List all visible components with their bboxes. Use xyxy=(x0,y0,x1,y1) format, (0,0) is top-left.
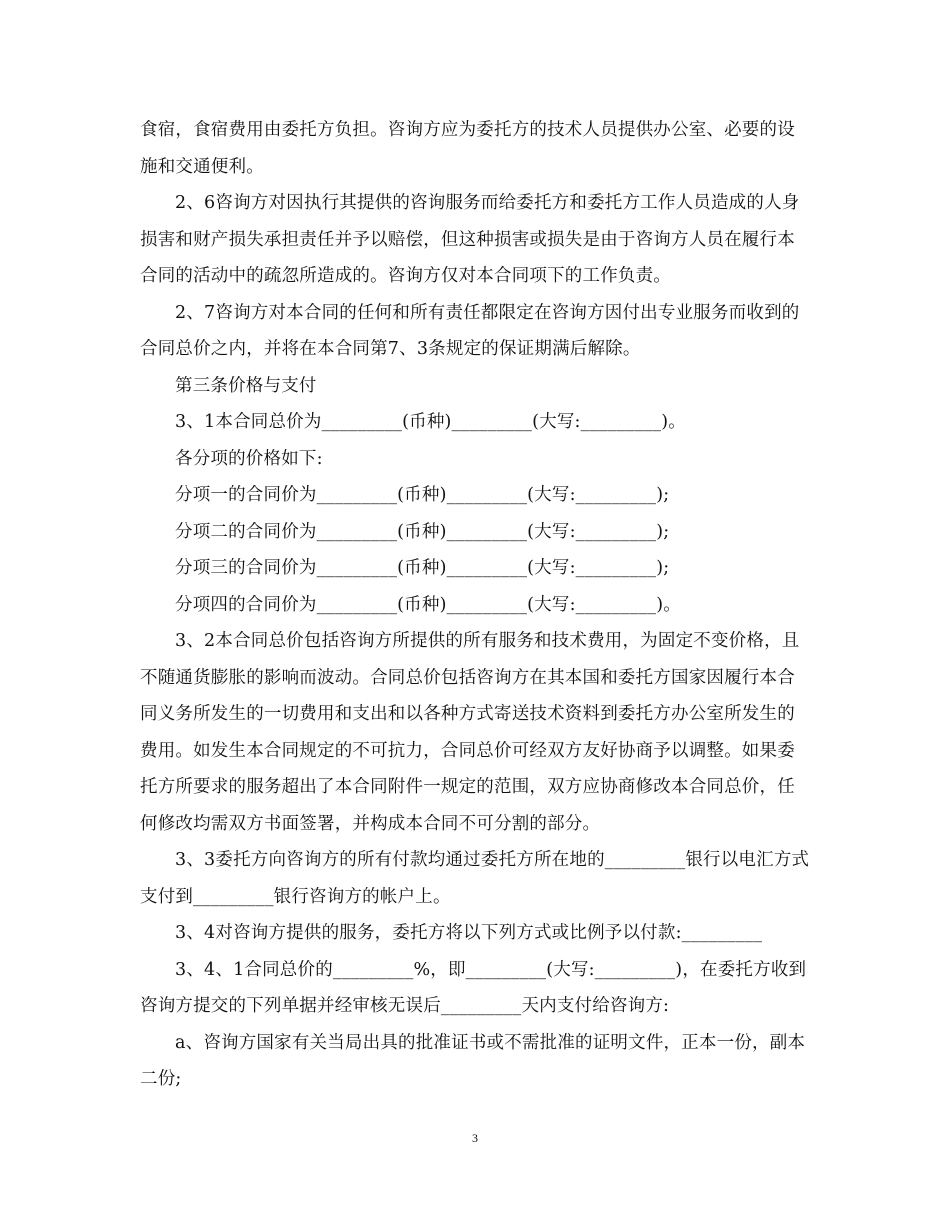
paragraph-continuation: 食宿，食宿费用由委托方负担。咨询方应为委托方的技术人员提供办公室、必要的设施和交通便利。 xyxy=(140,120,795,177)
sub-item-price-3: 分项三的合同价为_________(币种)_________(大写:_________); xyxy=(175,558,670,578)
sub-item-price-2: 分项二的合同价为_________(币种)_________(大写:_________); xyxy=(175,521,670,542)
clause-3-4-1-a: a、咨询方国家有关当局出具的批准证书或不需批准的证明文件，正本一份，副本二份; xyxy=(140,1032,806,1089)
clause-3-4-1: 3、4、1合同总价的_________%，即_________(大写:_________)，在委托方收到咨询方提交的下列单据并经审核无误后_________天内支付给咨询方: xyxy=(140,959,807,1016)
section-heading-article-3: 第三条价格与支付 xyxy=(175,375,317,396)
sub-item-prices-intro: 各分项的价格如下: xyxy=(175,448,323,469)
sub-item-price-1: 分项一的合同价为_________(币种)_________(大写:_________); xyxy=(175,485,670,505)
clause-3-1: 3、1本合同总价为_________(币种)_________(大写:_________)。 xyxy=(175,412,686,432)
clause-3-2: 3、2本合同总价包括咨询方所提供的所有服务和技术费用，为固定不变价格，且不随通货膨胀的影响而波动。合同总价包括咨询方在其本国和委托方国家因履行本合同义务所发生的一切费用和支出和以各种方式寄送技术资料到委托方办公室所发生的费用。如发生本合同规定的不可抗力，合同总价可经双方友好协商予以调整。如果委托方所要求的服务超出了本合同附件一规定的范围，双方应协商修改本合同总价，任何修改均需双方书面签署，并构成本合同不可分割的部分。 xyxy=(140,631,800,834)
clause-2-6: 2、6咨询方对因执行其提供的咨询服务而给委托方和委托方工作人员造成的人身损害和财产损失承担责任并予以赔偿，但这种损害或损失是由于咨询方人员在履行本合同的活动中的疏忽所造成的。咨询方仅对本合同项下的工作负责。 xyxy=(140,193,800,286)
sub-item-price-4: 分项四的合同价为_________(币种)_________(大写:_________)。 xyxy=(175,594,681,615)
clause-2-7: 2、7咨询方对本合同的任何和所有责任都限定在咨询方因付出专业服务而收到的合同总价之内，并将在本合同第7、3条规定的保证期满后解除。 xyxy=(140,302,800,359)
page-number: 3 xyxy=(472,1131,478,1145)
clause-3-4: 3、4对咨询方提供的服务，委托方将以下列方式或比例予以付款:_________ xyxy=(175,923,763,943)
document-body xyxy=(140,112,812,1098)
clause-3-3: 3、3委托方向咨询方的所有付款均通过委托方所在地的_________银行以电汇方式支付到_________银行咨询方的帐户上。 xyxy=(140,850,810,907)
